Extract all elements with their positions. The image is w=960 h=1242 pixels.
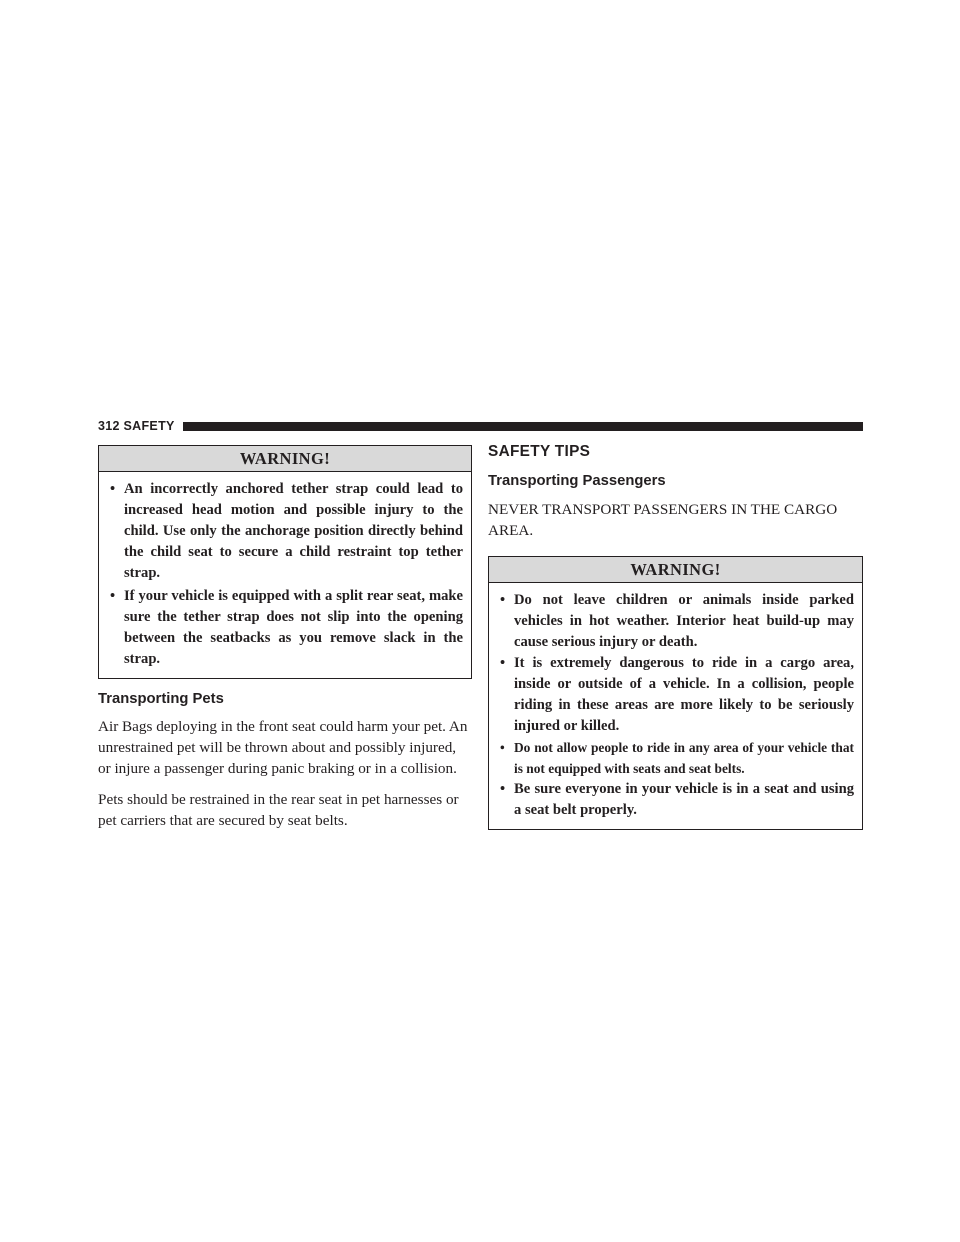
- warning-item: [107, 479, 463, 584]
- tether-warning-box: [98, 445, 472, 679]
- passenger-warning-box: [488, 556, 863, 830]
- bullet-icon: •: [500, 740, 505, 755]
- warning-item: [497, 779, 854, 821]
- warning-item: [497, 590, 854, 653]
- page-number-and-section: 312 SAFETY: [98, 419, 175, 433]
- cargo-notice: NEVER TRANSPORT PASSENGERS IN THE CARGO AREA.: [488, 501, 838, 539]
- warning-item: [497, 653, 854, 737]
- bullet-icon: •: [500, 592, 506, 608]
- pets-paragraph: Air Bags deploying in the front seat could harm your pet. An unrestrained pet will be thrown about and possibly injured, or injure a passenger during panic braking or in a collision.: [98, 718, 468, 777]
- warning-list: [489, 583, 862, 829]
- warning-item-text: Do not allow people to ride in any area of your vehicle that is not equipped with seats and seat belts.: [514, 740, 854, 776]
- warning-title: WARNING!: [99, 446, 471, 472]
- bullet-icon: •: [500, 655, 506, 671]
- pets-heading: Transporting Pets: [98, 691, 224, 707]
- warning-item-text: If your vehicle is equipped with a split rear seat, make sure the tether strap does not slip into the opening between the seatbacks as you remove slack in the strap.: [124, 588, 463, 667]
- warning-title: WARNING!: [489, 557, 862, 583]
- bullet-icon: •: [110, 481, 116, 497]
- warning-item-text: An incorrectly anchored tether strap could lead to increased head motion and possible injury to the child. Use only the anchorage position directly behind the child seat to secure a child restraint top tether strap.: [124, 481, 463, 581]
- warning-item-text: Be sure everyone in your vehicle is in a seat and using a seat belt properly.: [514, 781, 854, 818]
- running-header: [98, 418, 863, 434]
- passengers-heading: Transporting Passengers: [488, 473, 666, 489]
- bullet-icon: •: [500, 781, 506, 797]
- left-column: [98, 445, 472, 831]
- bullet-icon: •: [110, 588, 116, 604]
- pets-paragraph: Pets should be restrained in the rear seat in pet harnesses or pet carriers that are secured by seat belts.: [98, 791, 459, 829]
- warning-item-text: It is extremely dangerous to ride in a cargo area, inside or outside of a vehicle. In a collision, people riding in these areas are more likely to be seriously injured or killed.: [514, 655, 854, 734]
- right-column: [488, 445, 863, 830]
- header-rule: [183, 422, 863, 431]
- warning-list: [99, 472, 471, 678]
- warning-item: [497, 737, 854, 779]
- warning-item: [107, 586, 463, 670]
- warning-item-text: Do not leave children or animals inside parked vehicles in hot weather. Interior heat build-up may cause serious injury or death.: [514, 592, 854, 650]
- section-heading: SAFETY TIPS: [488, 443, 591, 460]
